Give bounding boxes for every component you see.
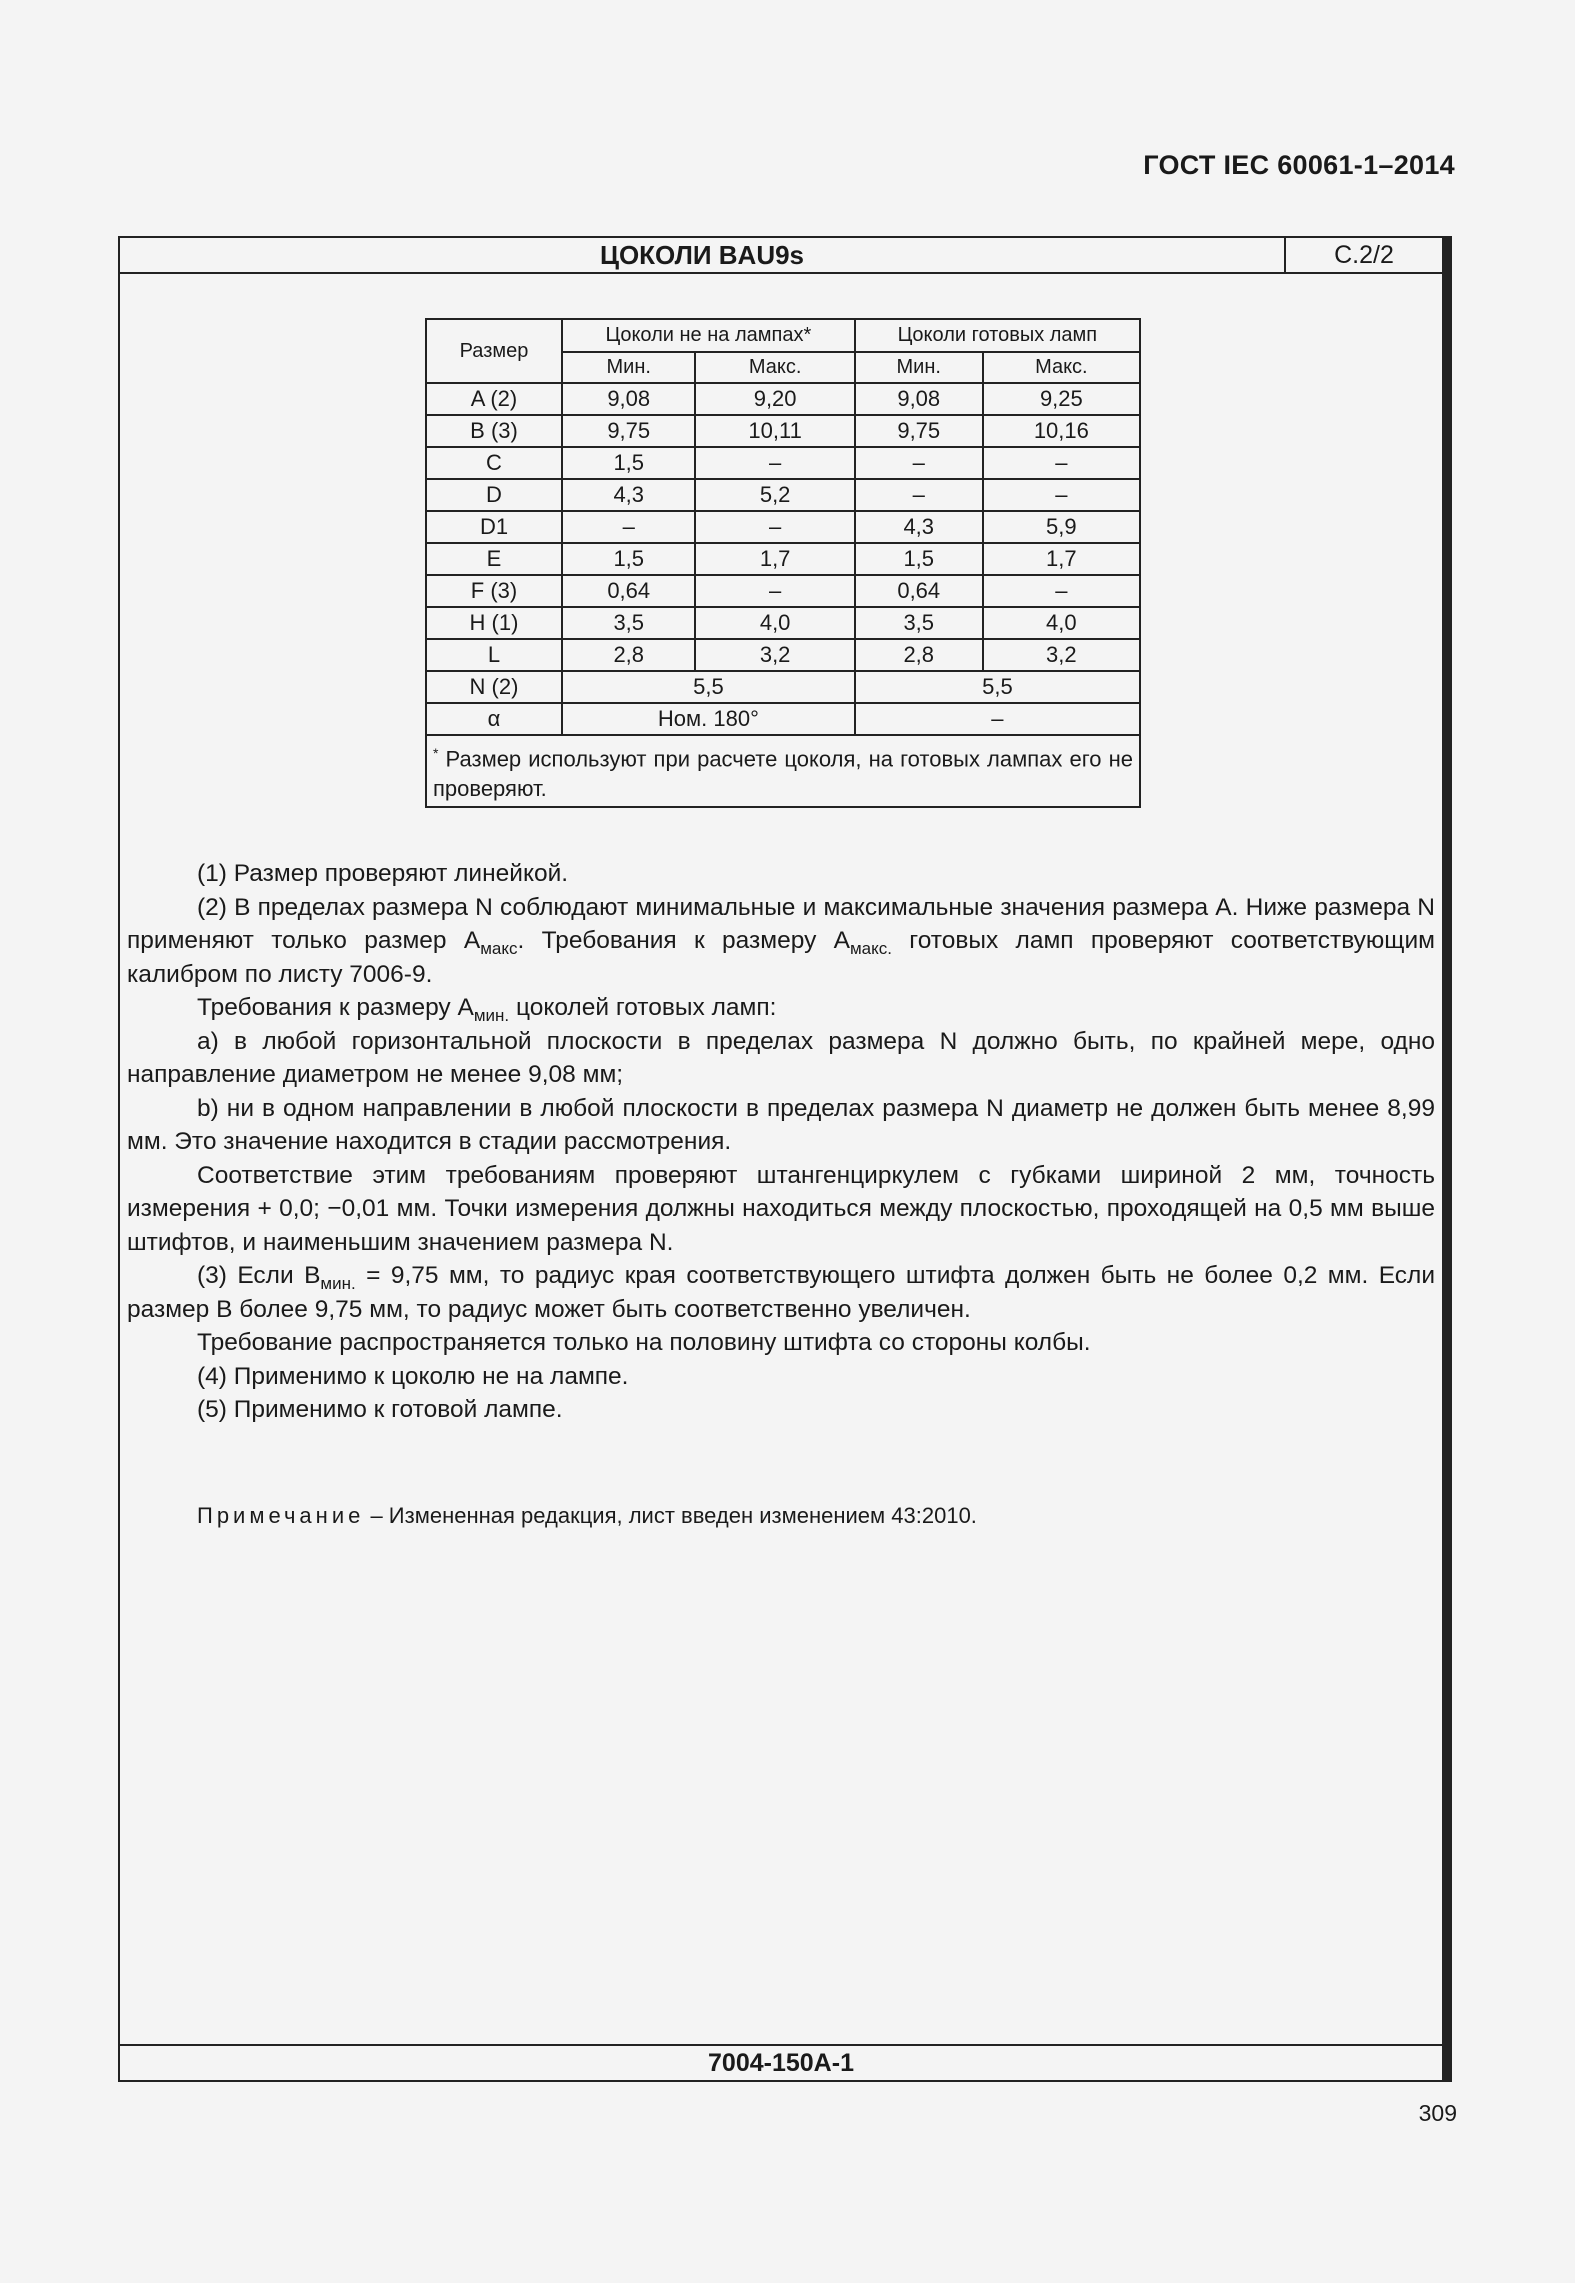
- table-cell: 1,7: [695, 543, 854, 575]
- table-cell: –: [562, 511, 695, 543]
- table-cell: 9,20: [695, 383, 854, 415]
- table-cell: 4,0: [983, 607, 1140, 639]
- min-header: Мин.: [562, 352, 695, 383]
- table-cell: –: [983, 575, 1140, 607]
- dim-label: A (2): [426, 383, 562, 415]
- table-cell: 1,5: [562, 543, 695, 575]
- table-footnote-row: [426, 735, 1140, 807]
- paragraph: (5) Применимо к готовой лампе.: [197, 1396, 563, 1423]
- min-header: Мин.: [855, 352, 983, 383]
- dim-label: α: [426, 703, 562, 735]
- table-cell: 5,5: [562, 671, 855, 703]
- dim-label: D: [426, 479, 562, 511]
- max-header: Макс.: [983, 352, 1140, 383]
- paragraph: [127, 991, 1435, 1025]
- subscript: мин.: [320, 1273, 356, 1293]
- table-header-row: [426, 319, 1140, 352]
- dimensions-table: [425, 318, 1141, 808]
- dim-column-header: Размер: [426, 319, 562, 383]
- text-run: . Требования к размеру A: [517, 927, 850, 954]
- table-cell: –: [695, 575, 854, 607]
- dim-label: E: [426, 543, 562, 575]
- note-label: Примечание: [197, 1503, 365, 1528]
- paragraph: a) в любой горизонтальной плоскости в пределах размера N должно быть, по крайней мере, одно направление диаметром не менее 9,08 мм;: [127, 1027, 1435, 1088]
- footnote-text: Размер используют при расчете цоколя, на готовых лампах его не проверяют.: [433, 746, 1133, 802]
- group-header-unmounted: Цоколи не на лампах*: [562, 319, 855, 352]
- table-cell: 5,5: [855, 671, 1140, 703]
- note: [197, 1503, 977, 1529]
- table-cell: 3,5: [855, 607, 983, 639]
- paragraph: b) ни в одном направлении в любой плоскости в пределах размера N диаметр не должен быть менее 8,99 мм. Это значение находится в стадии рассмотрения.: [127, 1094, 1435, 1155]
- table-cell: 9,08: [562, 383, 695, 415]
- subscript: макс.: [849, 938, 892, 958]
- table-cell: 4,3: [562, 479, 695, 511]
- frame-header: [120, 238, 1442, 274]
- table-row: [426, 511, 1140, 543]
- table-cell: –: [983, 447, 1140, 479]
- sheet-title: ЦОКОЛИ BAU9s: [599, 240, 805, 270]
- table-cell: 3,2: [695, 639, 854, 671]
- table-cell: –: [983, 479, 1140, 511]
- table-cell: –: [695, 447, 854, 479]
- table-cell: 10,11: [695, 415, 854, 447]
- table-row: [426, 575, 1140, 607]
- table-row: [426, 543, 1140, 575]
- table-cell: –: [855, 447, 983, 479]
- table-cell: 9,25: [983, 383, 1140, 415]
- paragraph: [127, 891, 1435, 992]
- dim-label: C: [426, 447, 562, 479]
- table-row: [426, 639, 1140, 671]
- table-row: [426, 703, 1140, 735]
- paragraph: (1) Размер проверяют линейкой.: [197, 860, 569, 887]
- body-text: [127, 857, 1435, 1427]
- text-run: готовых ламп проверяют соответствующим калибром по листу 7006-9.: [127, 927, 1435, 988]
- table-cell: 3,5: [562, 607, 695, 639]
- text-run: (3) Если B: [197, 1262, 321, 1289]
- table-cell: –: [855, 479, 983, 511]
- dim-label: B (3): [426, 415, 562, 447]
- table-cell: 10,16: [983, 415, 1140, 447]
- max-header: Макс.: [695, 352, 854, 383]
- dim-label: D1: [426, 511, 562, 543]
- table-cell: 9,75: [562, 415, 695, 447]
- table-cell: –: [855, 703, 1140, 735]
- note-text: – Измененная редакция, лист введен изменением 43:2010.: [364, 1503, 977, 1528]
- text-run: Требования к размеру A: [197, 994, 474, 1021]
- paragraph: Соответствие этим требованиям проверяют штангенциркулем с губками шириной 2 мм, точность измерения + 0,0; −0,01 мм. Точки измерения должны находиться между плоскостью, проходящей на 0,5 мм выше штифтов, и наименьшим значением размера N.: [127, 1161, 1435, 1256]
- dim-label: N (2): [426, 671, 562, 703]
- table-row: [426, 479, 1140, 511]
- table-cell: Ном. 180°: [562, 703, 855, 735]
- page-number: 309: [1418, 2100, 1457, 2126]
- dim-label: L: [426, 639, 562, 671]
- dim-label: H (1): [426, 607, 562, 639]
- table-cell: 1,5: [855, 543, 983, 575]
- table-cell: –: [695, 511, 854, 543]
- text-run: цоколей готовых ламп:: [509, 994, 777, 1021]
- paragraph: (4) Применимо к цоколю не на лампе.: [197, 1362, 629, 1390]
- table-cell: 2,8: [562, 639, 695, 671]
- table-cell: 0,64: [562, 575, 695, 607]
- table-cell: 5,2: [695, 479, 854, 511]
- table-cell: 9,75: [855, 415, 983, 447]
- group-header-finished: Цоколи готовых ламп: [855, 319, 1140, 352]
- footnote-mark: *: [433, 745, 439, 761]
- table-row: [426, 415, 1140, 447]
- subscript: макс: [480, 938, 518, 958]
- table-row: [426, 607, 1140, 639]
- table-body: [426, 383, 1140, 671]
- table-row: [426, 447, 1140, 479]
- table-cell: 4,0: [695, 607, 854, 639]
- paragraph: [127, 1259, 1435, 1326]
- table-cell: 1,7: [983, 543, 1140, 575]
- table-row: [426, 671, 1140, 703]
- sheet-number: С.2/2: [1284, 238, 1442, 272]
- text-run: = 9,75 мм, то радиус края соответствующего штифта должен быть не более 0,2 мм. Если размер B более 9,75 мм, то радиус может быть соответственно увеличен.: [127, 1262, 1435, 1323]
- paragraph: Требование распространяется только на половину штифта со стороны колбы.: [197, 1329, 1091, 1356]
- table-cell: 9,08: [855, 383, 983, 415]
- table-footnote: [426, 735, 1140, 807]
- text-run: (2) В пределах размера N соблюдают минимальные и максимальные значения размера A. Ниже размера N применяют только размер A: [127, 893, 1435, 954]
- dim-label: F (3): [426, 575, 562, 607]
- frame-shadow: [1444, 236, 1452, 2082]
- table-cell: 0,64: [855, 575, 983, 607]
- subscript: мин.: [473, 1005, 510, 1025]
- table-cell: 2,8: [855, 639, 983, 671]
- table-cell: 4,3: [855, 511, 983, 543]
- standard-code: ГОСТ IEC 60061-1–2014: [1143, 150, 1455, 180]
- table-cell: 3,2: [983, 639, 1140, 671]
- table-cell: 5,9: [983, 511, 1140, 543]
- sheet-code: 7004-150A-1: [120, 2044, 1442, 2080]
- table-cell: 1,5: [562, 447, 695, 479]
- table-row: [426, 383, 1140, 415]
